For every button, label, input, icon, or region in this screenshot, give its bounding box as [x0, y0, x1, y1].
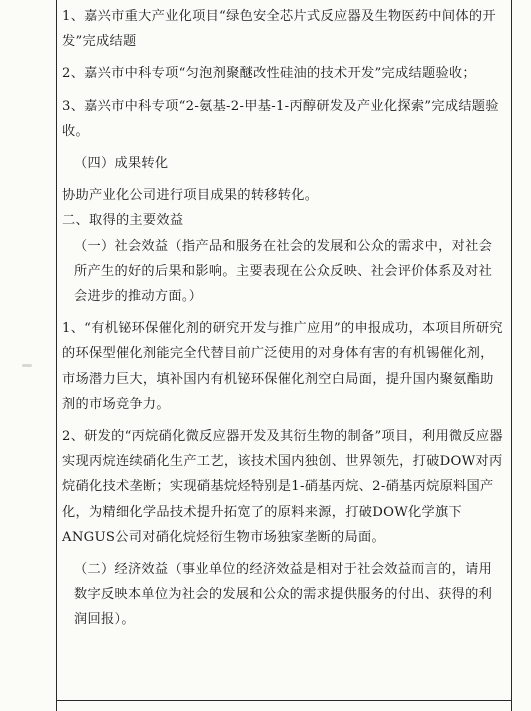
paragraph-transfer: 协助产业化公司进行项目成果的转移转化。 [62, 188, 319, 204]
table-left-border [56, 0, 57, 711]
scan-smudge [22, 364, 32, 367]
paragraph-project-2: 2、嘉兴市中科专项“匀泡剂聚醚改性硅油的技术开发”完成结题验收； [62, 66, 476, 82]
paragraph-social-benefits: （一）社会效益（指产品和服务在社会的发展和公众的需求中，对社会所产生的好的后果和影响。主要表现在公众反映、社会评价体系及对社会进步的推动方面。） [74, 238, 493, 305]
document-body [62, 4, 505, 633]
heading-achievement-transfer: （四）成果转化 [74, 156, 169, 172]
heading-main-benefits: 二、取得的主要效益 [62, 213, 184, 229]
paragraph-project-1: 1、嘉兴市重大产业化项目“绿色安全芯片式反应器及生物医药中间体的开发”完成结题 [62, 9, 496, 50]
paragraph-microreactor: 2、研发的“丙烷硝化微反应器开发及其衍生物的制备”项目，利用微反应器实现丙烷连续硝化生产工艺，该技术国内独创、世界领先，打破DOW对丙烷硝化技术垄断；实现硝基烷烃特别是1-硝基丙烷、2-硝基丙烷原料国产化，为精细化学品技术提升拓宽了的原料来源，打破DOW化学旗下ANGUS公司对硝化烷烃衍生物市场独家垄断的局面。 [62, 429, 503, 545]
table-right-border [511, 0, 512, 711]
paragraph-catalyst: 1、“有机铋环保催化剂的研究开发与推广应用”的申报成功，本项目所研究的环保型催化剂能完全代替目前广泛使用的对身体有害的有机锡催化剂，市场潜力巨大，填补国内有机铋环保催化剂空白局面，提升国内聚氨酯助剂的市场竞争力。 [62, 321, 503, 412]
paragraph-project-3: 3、嘉兴市中科专项“2-氨基-2-甲基-1-丙醇研发及产业化探索”完成结题验收。 [62, 98, 499, 139]
table-bottom-border [56, 700, 512, 701]
paragraph-economic-benefits: （二）经济效益（事业单位的经济效益是相对于社会效益而言的，请用数字反映本单位为社会的发展和公众的需求提供服务的付出、获得的利润回报）。 [74, 562, 493, 628]
